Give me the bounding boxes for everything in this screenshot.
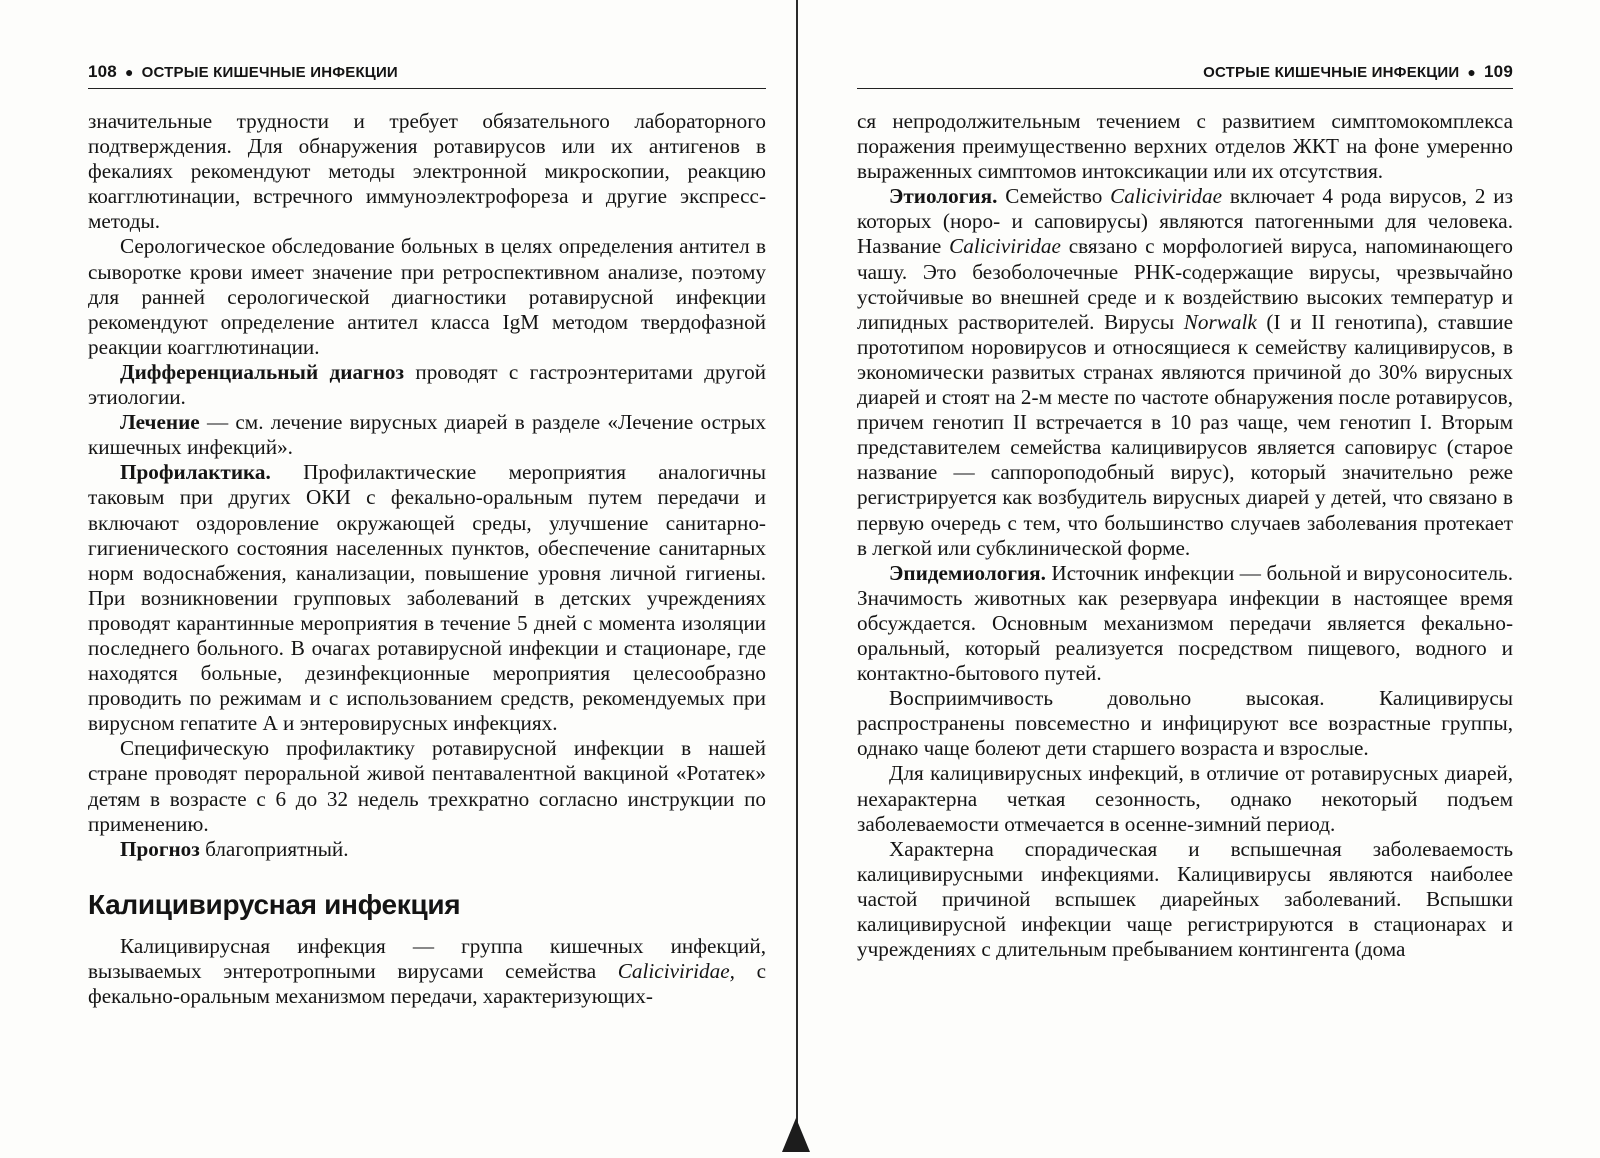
paragraph-text: проводят с гастроэнтеритами другой этиологии. xyxy=(88,359,766,410)
bullet-separator: ● xyxy=(124,64,134,80)
paragraph-text: Восприимчивость довольно высокая. Калицивирусы распространены повсеместно и инфицируют все возрастные группы, однако чаще болеют дети старшего возраста и взрослые. xyxy=(857,686,1513,761)
paragraph-text: (I и II генотипа), ставшие прототипом норовирусов и относящиеся к семейству калицивирусов, в экономически развитых странах являются причиной до 30% вирусных диарей и стоят на 2-м месте по частоте обнаружения после ротавирусов, причем генотип II встречается в 10 раз чаще, чем генотип I. Вторым представителем семейства калицивирусов является саповирус (старое название — саппороподобный вирус), который значительно реже регистрируется как возбудитель вирусных диарей у детей, что связано в первую очередь с тем, что большинство случаев заболевания протекает в легкой или субклинической форме. xyxy=(857,309,1513,560)
italic-term: Norwalk xyxy=(1183,309,1257,334)
paragraph xyxy=(857,761,1513,836)
paragraph-text: — см. лечение вирусных диарей в разделе «Лечение острых кишечных инфекций». xyxy=(88,410,766,460)
paragraph xyxy=(88,234,766,359)
book-spine xyxy=(796,0,798,1125)
run-in-heading: Профилактика. xyxy=(120,460,271,485)
paragraph-text: включает 4 рода вирусов, 2 из которых (норо- и саповирусы) являются патогенными для человека. Название xyxy=(857,184,1513,259)
paragraph-text: значительные трудности и требует обязательного лабораторного подтверждения. Для обнаружения ротавирусов или их антигенов в фекалиях рекомендуют методы электронной микроскопии, реакцию коагглютинации, встречного иммуноэлектрофореза и другие экспресс-методы. xyxy=(88,109,766,234)
paragraph-text: Источник инфекции — больной и вирусоноситель. Значимость животных как резервуара инфекции в настоящее время обсуждается. Основным механизмом передачи является фекально-оральный, который реализуется посредством пищевого, водного и контактно-бытового путей. xyxy=(857,560,1513,686)
paragraph-text: Семейство xyxy=(997,184,1111,209)
paragraph xyxy=(88,360,766,410)
run-in-heading: Дифференциальный диагноз xyxy=(120,359,404,384)
paragraph-text: благоприятный. xyxy=(199,836,349,861)
run-in-heading: Этиология. xyxy=(889,184,998,209)
paragraph-text: Калицивирусная инфекция — группа кишечных инфекций, вызываемых энтеротропными вирусами семейства xyxy=(88,933,766,983)
paragraph xyxy=(857,686,1513,761)
left-page-text xyxy=(88,109,766,1009)
paragraph xyxy=(88,837,766,862)
italic-term: Caliciviridae, xyxy=(617,958,735,983)
right-running-head xyxy=(857,62,1513,89)
italic-term: Caliciviridae xyxy=(1110,184,1222,209)
run-in-heading: Лечение xyxy=(120,410,200,435)
paragraph xyxy=(88,736,766,836)
paragraph-text: Характерна спорадическая и вспышечная заболеваемость калицивирусными инфекциями. Калицивирусы являются наиболее частой причиной вспышек диарейных заболеваний. Вспышки калицивирусной инфекции чаще регистрируются в стационарах и учреждениях с длительным пребыванием контингента (дома xyxy=(857,836,1513,962)
paragraph xyxy=(88,410,766,460)
book-spine-foot xyxy=(782,1118,810,1152)
left-running-head-title: ОСТРЫЕ КИШЕЧНЫЕ ИНФЕКЦИИ xyxy=(141,64,398,81)
paragraph xyxy=(88,109,766,234)
paragraph-text: Серологическое обследование больных в целях определения антител в сыворотке крови имеет значение при ретроспективном анализе, поэтому для ранней серологической диагностики ротавирусной инфекции рекомендуют определение антител класса IgM методом твердофазной реакции коагглютинации. xyxy=(88,234,766,359)
paragraph xyxy=(88,460,766,736)
paragraph xyxy=(857,837,1513,962)
bullet-separator: ● xyxy=(1467,64,1477,80)
left-page xyxy=(88,62,766,1009)
right-page-number: 109 xyxy=(1484,62,1513,81)
paragraph-text: Специфическую профилактику ротавирусной инфекции в нашей стране проводят пероральной живой пентавалентной вакциной «Ротатек» детям в возрасте с 6 до 32 недель трехкратно согласно инструкции по применению. xyxy=(88,736,766,836)
section-heading: Калицивирусная инфекция xyxy=(88,888,461,920)
paragraph-text: ся непродолжительным течением с развитием симптомокомплекса поражения преимущественно верхних отделов ЖКТ на фоне умеренно выраженных симптомов интоксикации или их отсутствия. xyxy=(857,109,1513,184)
paragraph-text: Для калицивирусных инфекций, в отличие от ротавирусных диарей, нехарактерна четкая сезонность, однако некоторый подъем заболеваемости отмечается в осенне-зимний период. xyxy=(857,761,1513,836)
paragraph xyxy=(857,184,1513,560)
paragraph-text: связано с морфологией вируса, напоминающего чашу. Это безоболочечные РНК-содержащие вирусы, чрезвычайно устойчивые во внешней среде и к воздействию высоких температур и липидных растворителей. Вирусы xyxy=(857,234,1513,334)
run-in-heading: Эпидемиология. xyxy=(889,560,1046,585)
right-page-text xyxy=(857,109,1513,962)
run-in-heading: Прогноз xyxy=(120,836,200,861)
paragraph xyxy=(857,561,1513,686)
italic-term: Caliciviridae xyxy=(949,234,1061,259)
paragraph-text: Профилактические мероприятия аналогичны таковым при других ОКИ с фекально-оральным путем передачи и включают оздоровление окружающей среды, улучшение санитарно-гигиенического состояния населенных пунктов, обеспечение санитарных норм водоснабжения, канализации, повышение уровня личной гигиены. При возникновении групповых заболеваний в детских учреждениях проводят карантинные мероприятия в течение 5 дней с момента изоляции последнего больного. В очагах ротавирусной инфекции и стационаре, где находятся больные, дезинфекционные мероприятия целесообразно проводить по режимам и с использованием средств, рекомендуемых при вирусном гепатите А и энтеровирусных инфекциях. xyxy=(88,460,766,736)
right-running-head-title: ОСТРЫЕ КИШЕЧНЫЕ ИНФЕКЦИИ xyxy=(1203,64,1460,81)
right-page xyxy=(857,62,1513,962)
left-page-number: 108 xyxy=(88,62,117,81)
paragraph xyxy=(88,934,766,1009)
paragraph-text: с фекально-оральным механизмом передачи, характеризующих- xyxy=(88,958,766,1008)
left-running-head xyxy=(88,62,766,89)
paragraph xyxy=(857,109,1513,184)
